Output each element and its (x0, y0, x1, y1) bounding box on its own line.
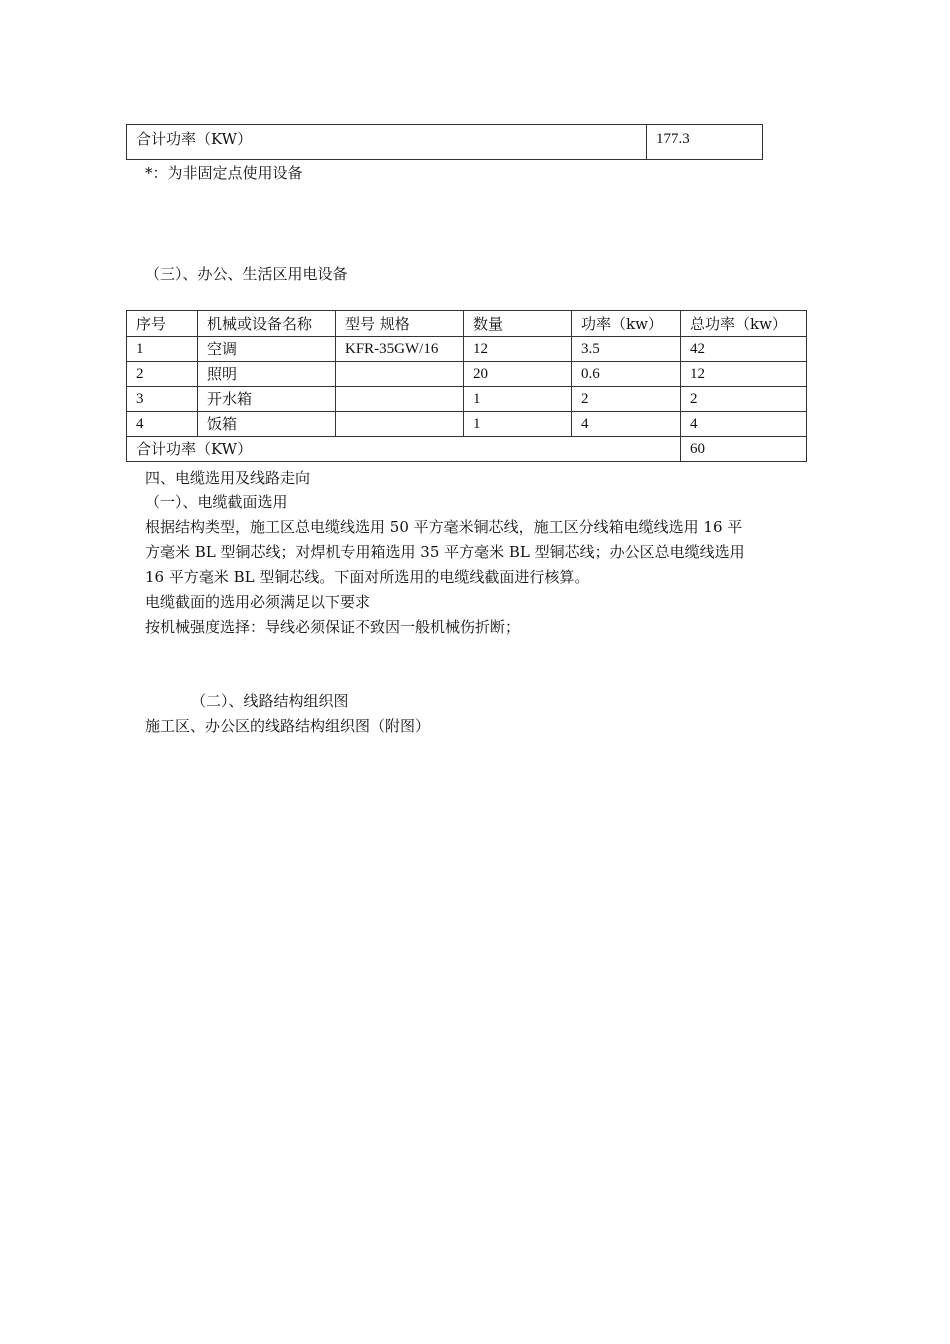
section3-heading: （三）、办公、生活区用电设备 (145, 265, 348, 283)
section4-sub2-text: 施工区、办公区的线路结构组织图（附图） (145, 717, 431, 735)
cell-quantity: 1 (464, 387, 572, 412)
header-name: 机械或设备名称 (198, 311, 336, 337)
total-value: 60 (681, 437, 807, 462)
table-total-row (127, 437, 807, 462)
section4-sub2-heading: （二）、线路结构组织图 (191, 692, 349, 710)
cell-power: 4 (572, 412, 681, 437)
cell-index: 4 (127, 412, 198, 437)
table-row (127, 387, 807, 412)
cell-quantity: 20 (464, 362, 572, 387)
cell-model (336, 387, 464, 412)
table-row (127, 362, 807, 387)
cell-name: 开水箱 (198, 387, 336, 412)
cell-quantity: 1 (464, 412, 572, 437)
header-index: 序号 (127, 311, 198, 337)
total-label: 合计功率（KW） (127, 125, 647, 160)
table-row (127, 412, 807, 437)
top-total-table (126, 124, 763, 160)
cell-index: 3 (127, 387, 198, 412)
cell-total-power: 4 (681, 412, 807, 437)
cell-power: 0.6 (572, 362, 681, 387)
cell-total-power: 12 (681, 362, 807, 387)
table-row (127, 125, 763, 160)
cell-index: 1 (127, 337, 198, 362)
cell-total-power: 42 (681, 337, 807, 362)
table-header-row (127, 311, 807, 337)
mechanical-strength-text: 按机械强度选择：导线必须保证不致因一般机械伤折断； (145, 618, 521, 636)
cell-name: 饭箱 (198, 412, 336, 437)
header-total-power: 总功率（kw） (681, 311, 807, 337)
header-power: 功率（kw） (572, 311, 681, 337)
table-row (127, 337, 807, 362)
office-equipment-table (126, 310, 807, 462)
paragraph-line: 根据结构类型，施工区总电缆线选用 50 平方毫米铜芯线，施工区分线箱电缆线选用 16 平 (145, 518, 743, 536)
cell-index: 2 (127, 362, 198, 387)
cell-model (336, 412, 464, 437)
cell-name: 空调 (198, 337, 336, 362)
requirement-text: 电缆截面的选用必须满足以下要求 (145, 593, 371, 611)
cell-total-power: 2 (681, 387, 807, 412)
cell-quantity: 12 (464, 337, 572, 362)
cell-power: 2 (572, 387, 681, 412)
paragraph-line: 16 平方毫米 BL 型铜芯线。下面对所选用的电缆线截面进行核算。 (145, 568, 590, 586)
total-value: 177.3 (647, 125, 763, 160)
header-model: 型号 规格 (336, 311, 464, 337)
paragraph-line: 方毫米 BL 型铜芯线；对焊机专用箱选用 35 平方毫米 BL 型铜芯线；办公区总电缆线选用 (145, 543, 745, 561)
header-quantity: 数量 (464, 311, 572, 337)
note-text: *：为非固定点使用设备 (145, 164, 303, 182)
section4-heading: 四、电缆选用及线路走向 (145, 469, 311, 487)
cell-model: KFR-35GW/16 (336, 337, 464, 362)
cell-model (336, 362, 464, 387)
cell-power: 3.5 (572, 337, 681, 362)
section4-sub1-heading: （一）、电缆截面选用 (145, 493, 288, 511)
cell-name: 照明 (198, 362, 336, 387)
total-label: 合计功率（KW） (127, 437, 681, 462)
